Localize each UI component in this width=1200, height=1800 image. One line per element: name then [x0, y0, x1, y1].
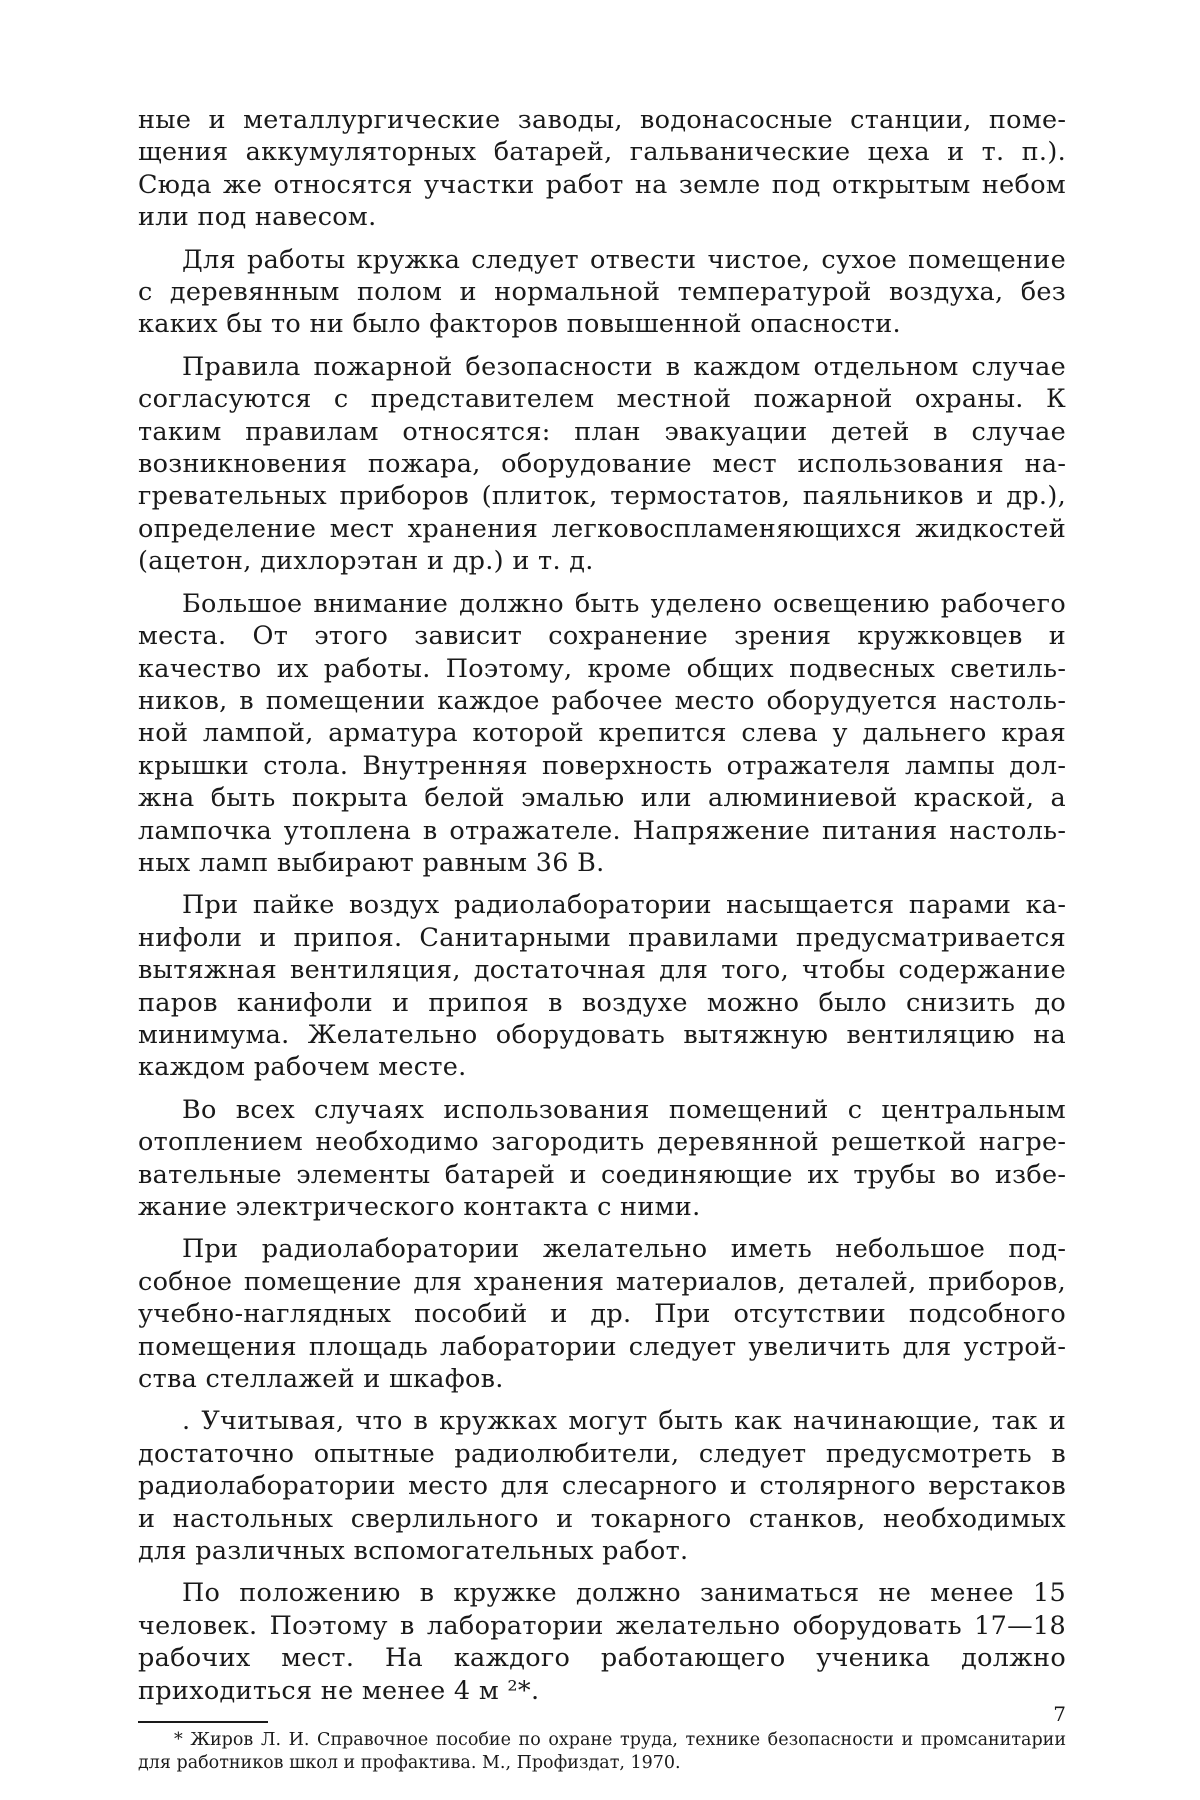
- paragraph-3: Правила пожарной безопасности в каждом отдельном слу­чае согласуются с представителем местной пожарной охраны. К таким правилам относятся: план эвакуации детей в случае возникновения пожара, оборудование мест использования на­гревательных приборов (плиток, термостатов, паяльников и др.), определение мест хранения легковоспламеняющихся жидкостей (ацетон, дихлорэтан и др.) и т. д.: [138, 351, 1066, 578]
- footnote-divider: [138, 1721, 268, 1723]
- paragraph-5: При пайке воздух радиолаборатории насыщается парами ка­нифоли и припоя. Санитарными правилами предусматривается вытяжная вентиляция, достаточная для того, чтобы содержание паров канифоли и припоя в воздухе можно было снизить до минимума. Желательно оборудовать вытяжную вентиляцию на каждом рабочем месте.: [138, 889, 1066, 1083]
- paragraph-6: Во всех случаях использования помещений с центральным отоплением необходимо загородить деревянной решеткой нагре­вательные элементы батарей и соединяющие их трубы во избе­жание электрического контакта с ними.: [138, 1094, 1066, 1224]
- page-number: 7: [1053, 1702, 1066, 1726]
- paragraph-9: По положению в кружке должно заниматься не менее 15 человек. Поэтому в лаборатории желательно оборудовать 17—18 рабочих мест. На каждого работающего ученика должно приходиться не менее 4 м ²*.: [138, 1577, 1066, 1707]
- footnote: * Жиров Л. И. Справочное пособие по охране труда, технике безопасно­сти и промсанитарии для работников школ и профактива. М., Профиздат, 1970.: [138, 1729, 1066, 1775]
- paragraph-1: ные и металлургические заводы, водонасосные станции, поме­щения аккумуляторных батарей, гальванические цеха и т. п.). Сюда же относятся участки работ на земле под открытым не­бом или под навесом.: [138, 104, 1066, 234]
- paragraph-8: . Учитывая, что в кружках могут быть как начинающие, так и достаточно опытные радиолюбители, следует предусмотреть в радиолаборатории место для слесарного и столярного верста­ков и настольных сверлильного и токарного станков, необходи­мых для различных вспомогательных работ.: [138, 1405, 1066, 1567]
- paragraph-7: При радиолаборатории желательно иметь небольшое под­собное помещение для хранения материалов, деталей, приборов, учебно-наглядных пособий и др. При отсутствии подсобного помещения площадь лаборатории следует увеличить для устрой­ства стеллажей и шкафов.: [138, 1233, 1066, 1395]
- paragraph-4: Большое внимание должно быть уделено освещению рабо­чего места. От этого зависит сохранение зрения кружковцев и качество их работы. Поэтому, кроме общих подвесных светиль­ников, в помещении каждое рабочее место оборудуется настоль­ной лампой, арматура которой крепится слева у дальнего края крышки стола. Внутренняя поверхность отражателя лампы дол­жна быть покрыта белой эмалью или алюминиевой краской, а лампочка утоплена в отражателе. Напряжение питания настоль­ных ламп выбирают равным 36 В.: [138, 588, 1066, 880]
- page-body: [138, 104, 1066, 1775]
- paragraph-2: Для работы кружка следует отвести чистое, сухое помеще­ние с деревянным полом и нормальной температурой воздуха, без каких бы то ни было факторов повышенной опасности.: [138, 244, 1066, 341]
